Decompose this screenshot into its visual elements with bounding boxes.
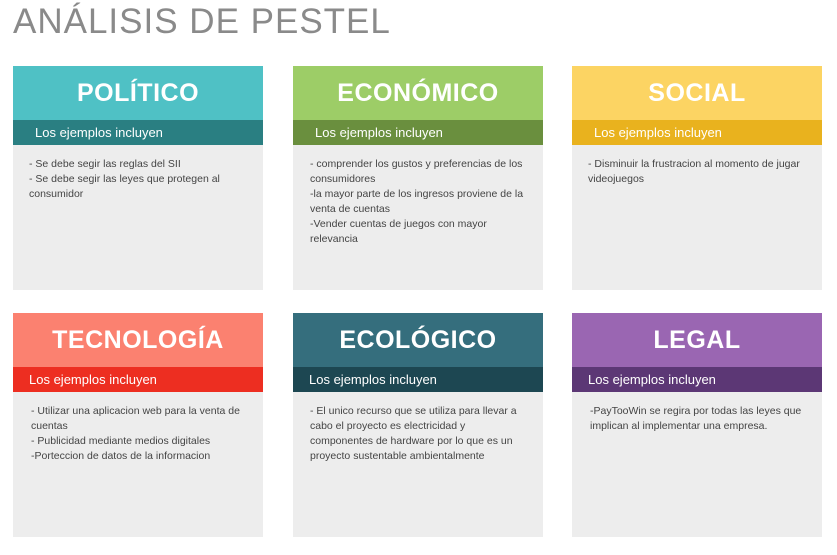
card-line: -Vender cuentas de juegos con mayor relevancia bbox=[310, 218, 487, 245]
card-ecologico bbox=[293, 313, 543, 537]
card-economico bbox=[293, 66, 543, 290]
card-heading: TECNOLOGÍA bbox=[13, 313, 263, 367]
card-heading: ECONÓMICO bbox=[293, 66, 543, 120]
card-body bbox=[13, 145, 263, 202]
card-body bbox=[572, 392, 822, 434]
card-body bbox=[293, 145, 543, 247]
card-subheading: Los ejemplos incluyen bbox=[293, 120, 543, 145]
card-legal bbox=[572, 313, 822, 537]
card-social bbox=[572, 66, 822, 290]
card-line: - El unico recurso que se utiliza para llevar a cabo el proyecto es electricidad y componentes de hardware por lo que es un proyecto sustentable ambientalmente bbox=[310, 405, 517, 462]
page-title: ANÁLISIS DE PESTEL bbox=[13, 2, 391, 41]
card-line: - Se debe segir las reglas del SII bbox=[29, 158, 181, 170]
card-heading: POLÍTICO bbox=[13, 66, 263, 120]
card-line: - Se debe segir las leyes que protegen al consumidor bbox=[29, 173, 220, 200]
card-line: -la mayor parte de los ingresos proviene de la venta de cuentas bbox=[310, 188, 524, 215]
card-subheading: Los ejemplos incluyen bbox=[293, 367, 543, 392]
card-line: -Porteccion de datos de la informacion bbox=[31, 450, 211, 462]
card-line: - Disminuir la frustracion al momento de jugar videojuegos bbox=[588, 158, 800, 185]
card-subheading: Los ejemplos incluyen bbox=[572, 367, 822, 392]
card-heading: LEGAL bbox=[572, 313, 822, 367]
card-line: - Utilizar una aplicacion web para la venta de cuentas bbox=[31, 405, 240, 432]
card-subheading: Los ejemplos incluyen bbox=[13, 120, 263, 145]
card-heading: SOCIAL bbox=[572, 66, 822, 120]
card-body bbox=[572, 145, 822, 187]
card-subheading: Los ejemplos incluyen bbox=[13, 367, 263, 392]
card-line: - Publicidad mediante medios digitales bbox=[31, 435, 211, 447]
card-tecnologia bbox=[13, 313, 263, 537]
card-line: - comprender los gustos y preferencias de los consumidores bbox=[310, 158, 523, 185]
card-line: -PayTooWin se regira por todas las leyes que implican al implementar una empresa. bbox=[590, 405, 802, 432]
card-body bbox=[293, 392, 543, 464]
card-body bbox=[13, 392, 263, 464]
card-politico bbox=[13, 66, 263, 290]
card-subheading: Los ejemplos incluyen bbox=[572, 120, 822, 145]
card-heading: ECOLÓGICO bbox=[293, 313, 543, 367]
